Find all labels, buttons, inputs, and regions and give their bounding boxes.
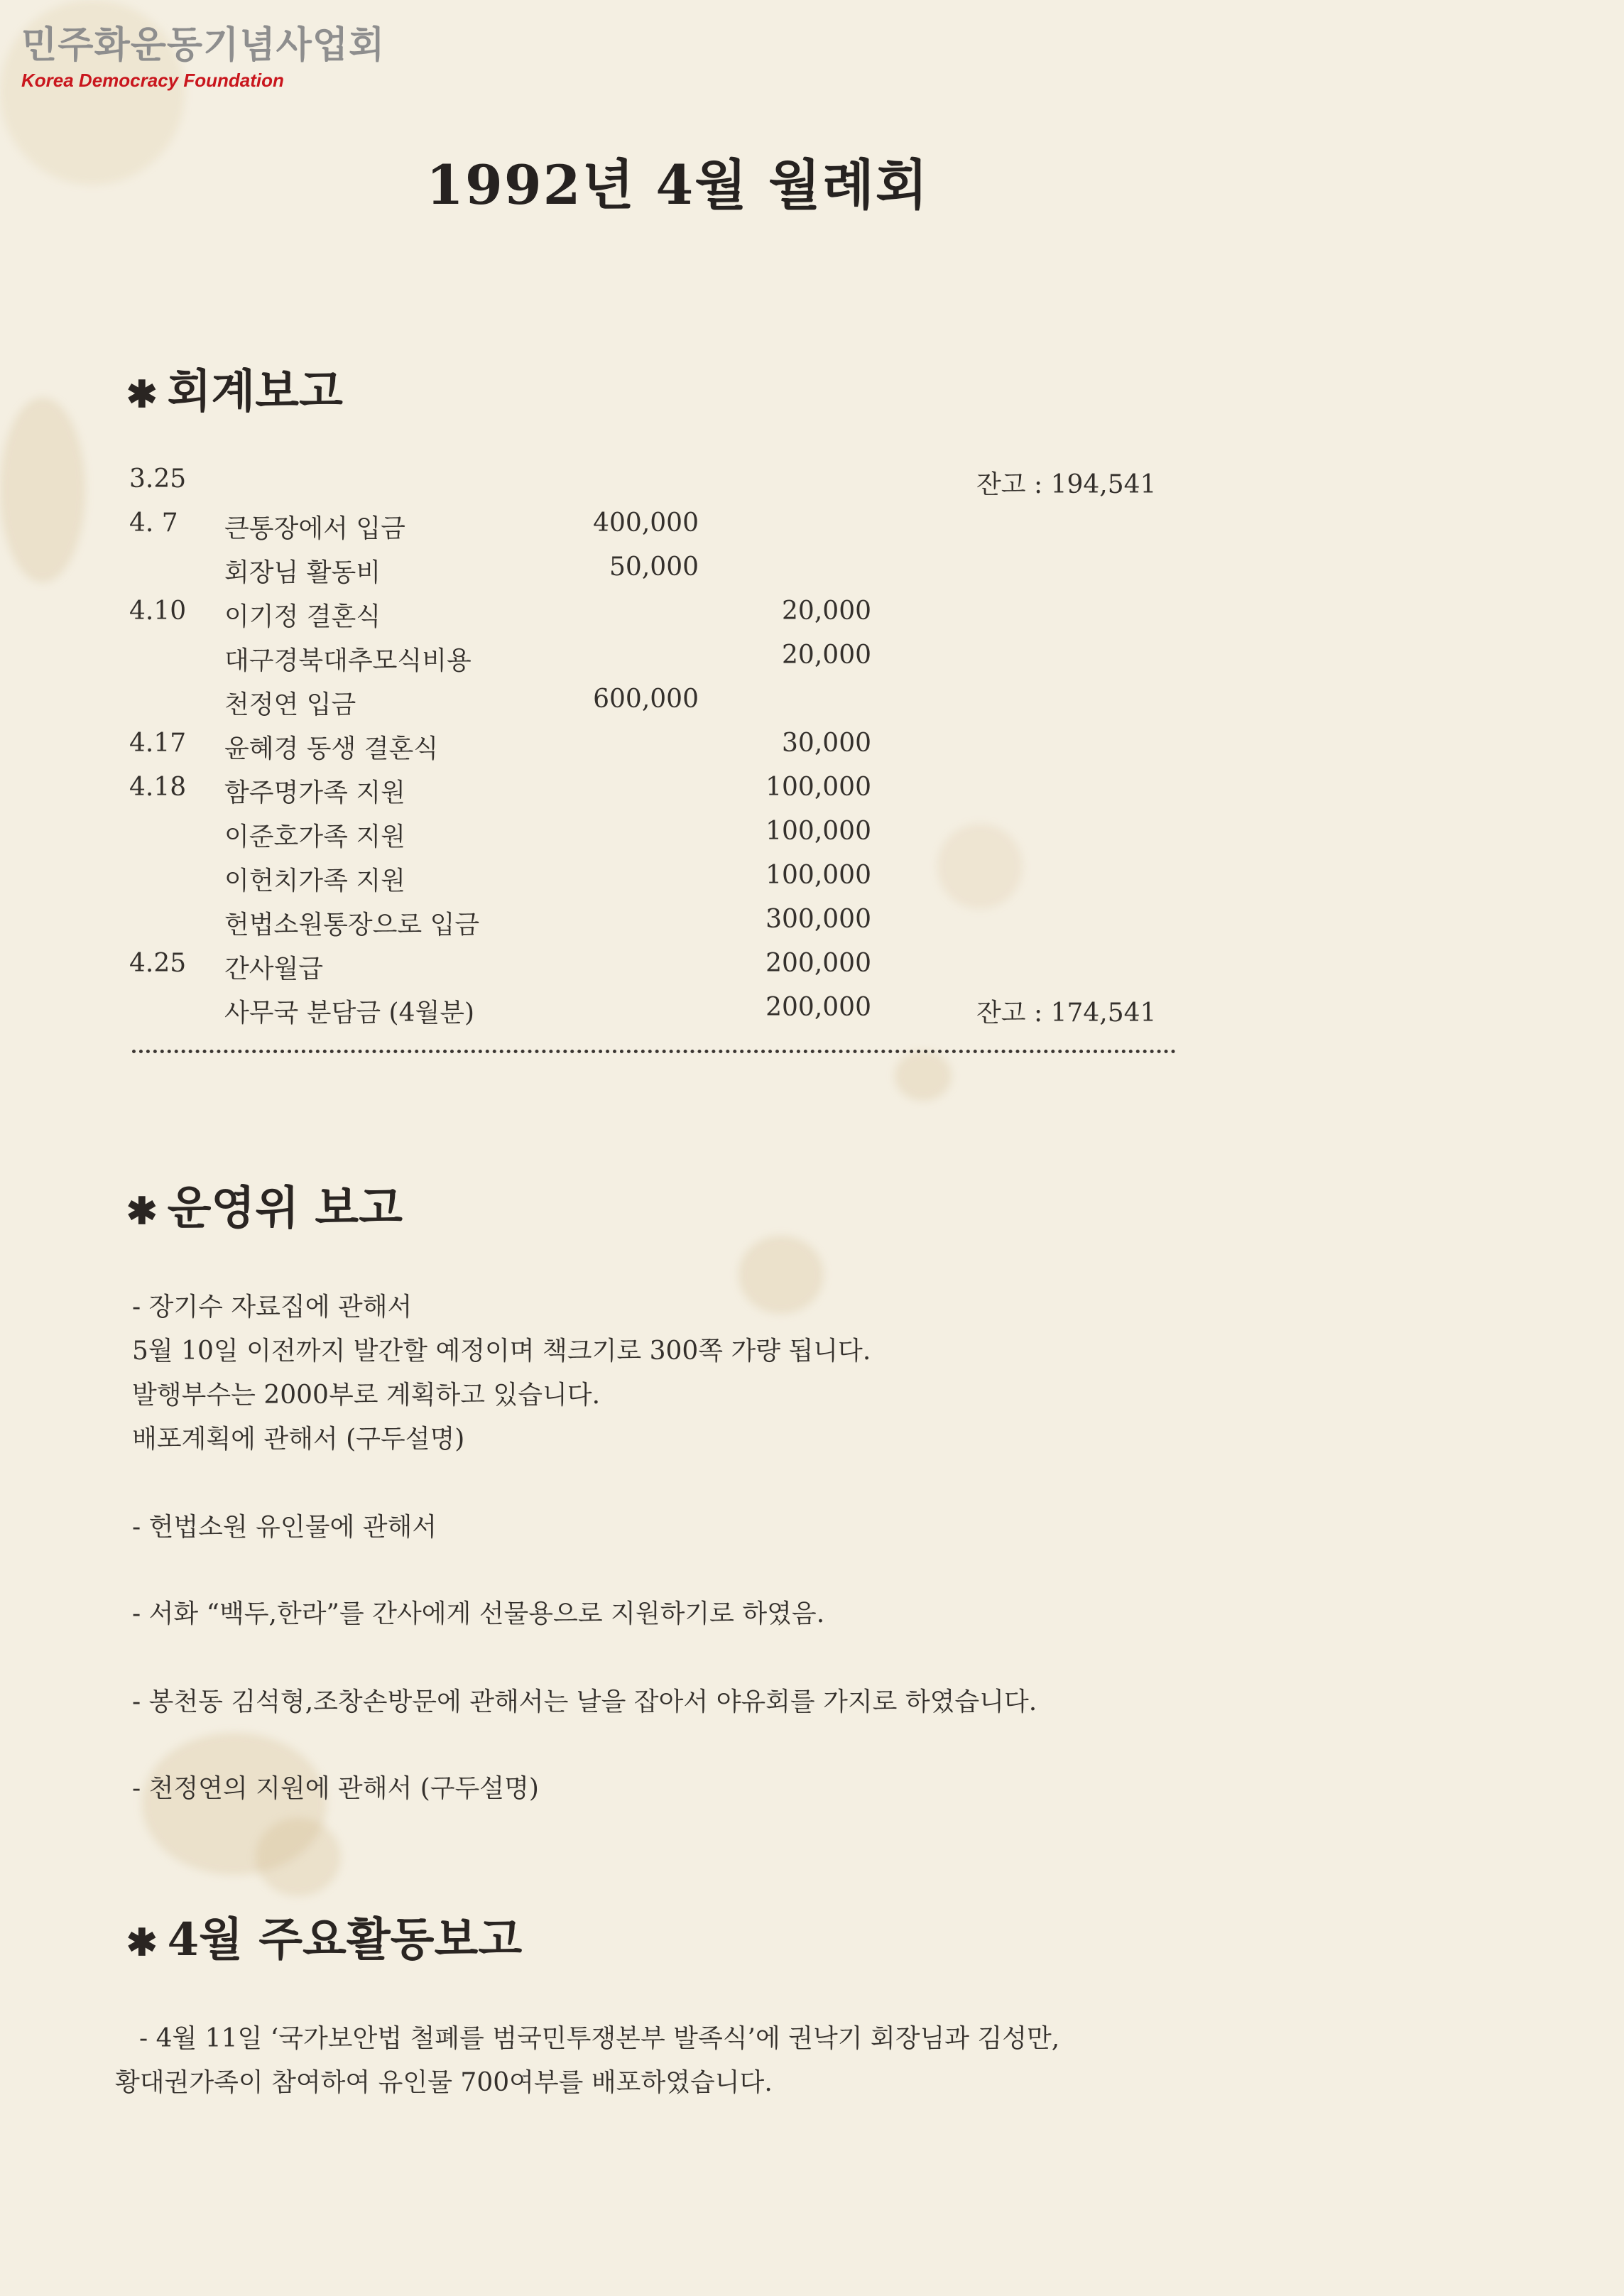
operations-line: - 봉천동 김석형,조창손방문에 관해서는 날을 잡아서 야유회를 가지로 하였습니다. (132, 1687, 1037, 1716)
ledger-expense: 20,000 (782, 597, 871, 626)
ledger-row (0, 949, 1624, 984)
ledger-balance: 잔고 : 194,541 (976, 470, 1157, 499)
ledger-row (0, 597, 1624, 632)
ledger-row (0, 464, 1624, 500)
operations-line: - 장기수 자료집에 관해서 (132, 1293, 413, 1322)
accounting-heading-text: 회계보고 (167, 365, 343, 418)
operations-heading-text: 운영위 보고 (167, 1182, 403, 1235)
ledger-row (0, 993, 1624, 1028)
operations-line: - 서화 “백두,한라”를 간사에게 선물용으로 지원하기로 하였음. (132, 1599, 825, 1628)
ledger-row (0, 729, 1624, 764)
ledger-date: 3.25 (129, 464, 187, 494)
ledger-date: 4.25 (129, 949, 187, 978)
ledger-date: 4.10 (129, 597, 187, 626)
activities-line: - 4월 11일 ‘국가보안법 철폐를 범국민투쟁본부 발족식’에 권낙기 회장님과 김성만, (139, 2024, 1060, 2053)
ledger-desc: 윤혜경 동생 결혼식 (224, 734, 439, 763)
ledger-date: 4. 7 (129, 508, 178, 538)
operations-line: 배포계획에 관해서 (구두설명) (132, 1425, 465, 1454)
ledger-date: 4.18 (129, 773, 187, 802)
accounting-heading (126, 355, 343, 420)
ledger-desc: 회장님 활동비 (224, 558, 381, 587)
asterisk-icon: ✱ (126, 1190, 158, 1233)
ledger-expense: 200,000 (765, 993, 871, 1022)
activities-line: 황대권가족이 참여하여 유인물 700여부를 배포하였습니다. (115, 2068, 773, 2097)
ledger-date: 4.17 (129, 729, 187, 758)
ledger-row (0, 508, 1624, 544)
ledger-row (0, 861, 1624, 896)
ledger-expense: 30,000 (782, 729, 871, 758)
ledger-desc: 이기정 결혼식 (224, 602, 381, 631)
ledger-row (0, 641, 1624, 676)
ledger-desc: 이헌치가족 지원 (224, 866, 405, 896)
activities-heading-text: 4월 주요활동보고 (167, 1913, 523, 1966)
foundation-logo (21, 24, 385, 91)
operations-heading (126, 1172, 403, 1237)
ledger-expense: 100,000 (765, 773, 871, 802)
ledger-desc: 헌법소원통장으로 입금 (224, 910, 480, 940)
ledger-desc: 천정연 입금 (224, 690, 356, 719)
ledger-income: 600,000 (593, 685, 699, 714)
ledger-row (0, 553, 1624, 588)
asterisk-icon: ✱ (126, 373, 158, 416)
document-title: 1992년 4월 월례회 (426, 153, 930, 217)
ledger-expense: 200,000 (765, 949, 871, 978)
ledger-desc: 간사월급 (224, 954, 324, 984)
ledger-desc: 큰통장에서 입금 (224, 514, 405, 543)
ledger-expense: 20,000 (782, 641, 871, 670)
ledger-expense: 100,000 (765, 861, 871, 890)
ledger-expense: 100,000 (765, 817, 871, 846)
ledger-balance: 잔고 : 174,541 (976, 999, 1157, 1028)
operations-line: - 헌법소원 유인물에 관해서 (132, 1513, 437, 1542)
ledger-desc: 대구경북대추모식비용 (224, 646, 472, 675)
ledger-row (0, 817, 1624, 852)
activities-heading (126, 1903, 522, 1969)
ledger-income: 400,000 (593, 508, 699, 538)
ledger-row (0, 685, 1624, 720)
ledger-row (0, 905, 1624, 940)
operations-line: 발행부수는 2000부로 계획하고 있습니다. (132, 1381, 601, 1410)
ledger-desc: 이준호가족 지원 (224, 822, 405, 852)
operations-line: 5월 10일 이전까지 발간할 예정이며 책크기로 300쪽 가량 됩니다. (132, 1337, 871, 1366)
ledger-row (0, 773, 1624, 808)
ledger-income: 50,000 (609, 553, 699, 582)
ledger-desc: 사무국 분담금 (4월분) (224, 999, 475, 1028)
ledger-desc: 함주명가족 지원 (224, 778, 405, 807)
asterisk-icon: ✱ (126, 1921, 158, 1964)
logo-korean: 민주화운동기념사업회 (21, 24, 386, 67)
ledger-expense: 300,000 (765, 905, 871, 934)
operations-line: - 천정연의 지원에 관해서 (구두설명) (132, 1774, 539, 1803)
logo-english: Korea Democracy Foundation (21, 70, 284, 91)
dotted-divider (132, 1050, 1176, 1053)
